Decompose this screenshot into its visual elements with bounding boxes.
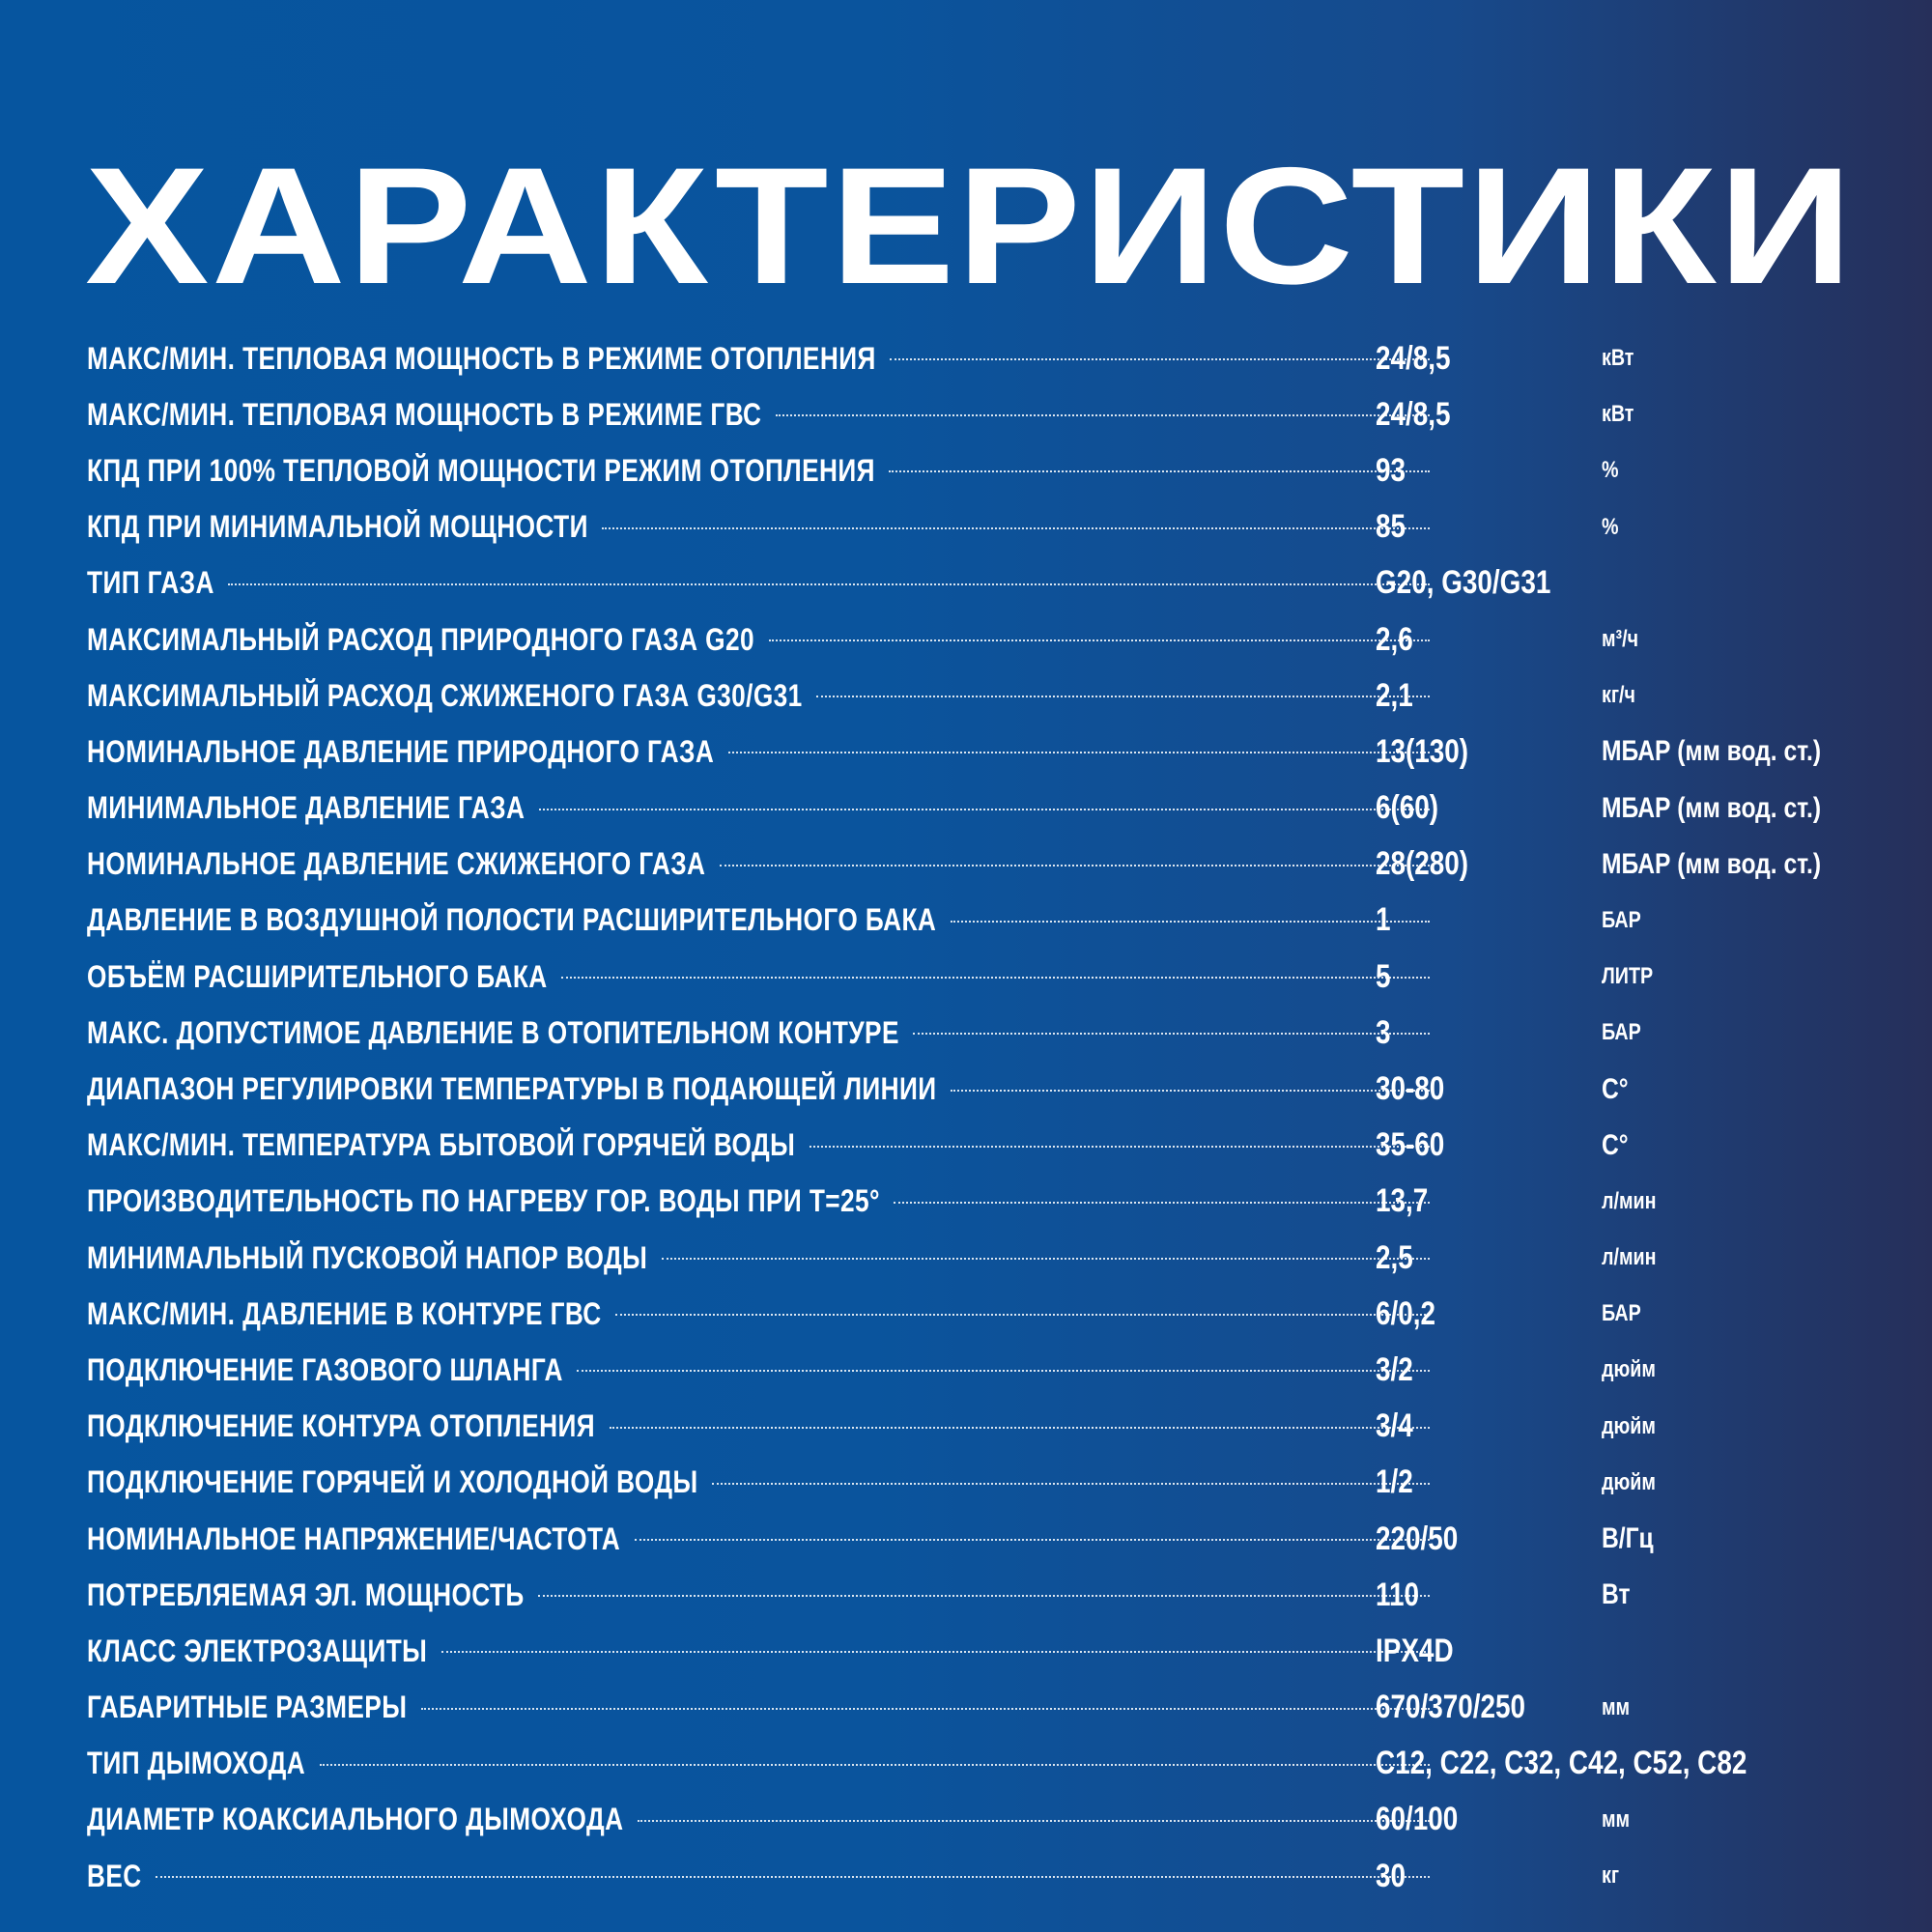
spec-label: КПД ПРИ 100% ТЕПЛОВОЙ МОЩНОСТИ РЕЖИМ ОТОПЛЕНИЯ	[87, 452, 875, 488]
spec-row	[87, 499, 1903, 555]
spec-row	[87, 1005, 1903, 1061]
spec-unit: ЛИТР	[1602, 963, 1654, 990]
spec-label: МИНИМАЛЬНЫЙ ПУСКОВОЙ НАПОР ВОДЫ	[87, 1239, 648, 1275]
spec-row	[87, 555, 1903, 611]
spec-row	[87, 386, 1903, 442]
spec-label: МАКС/МИН. ТЕМПЕРАТУРА БЫТОВОЙ ГОРЯЧЕЙ ВОДЫ	[87, 1127, 796, 1163]
dotted-leader	[712, 1483, 1430, 1485]
dotted-leader	[610, 1427, 1430, 1429]
dotted-leader	[615, 1314, 1430, 1316]
spec-unit: МБАР (мм вод. ст.)	[1602, 735, 1822, 768]
spec-row	[87, 1455, 1903, 1511]
spec-unit: БАР	[1602, 906, 1641, 933]
dotted-leader	[662, 1258, 1430, 1260]
spec-row	[87, 1848, 1903, 1904]
spec-label: МАКСИМАЛЬНЫЙ РАСХОД ПРИРОДНОГО ГАЗА G20	[87, 621, 754, 657]
spec-unit: БАР	[1602, 1300, 1641, 1327]
dotted-leader	[577, 1370, 1430, 1372]
spec-value: 28(280)	[1376, 845, 1469, 883]
spec-label: ВЕС	[87, 1858, 142, 1893]
spec-unit: м³/ч	[1602, 626, 1639, 653]
dotted-leader	[890, 358, 1430, 360]
spec-unit: Вт	[1602, 1578, 1631, 1611]
spec-value: G20, G30/G31	[1376, 564, 1551, 602]
dotted-leader	[539, 809, 1430, 810]
spec-row	[87, 1342, 1903, 1398]
spec-label: НОМИНАЛЬНОЕ ДАВЛЕНИЕ ПРИРОДНОГО ГАЗА	[87, 733, 715, 769]
spec-value: 85	[1376, 508, 1406, 546]
dotted-leader	[776, 414, 1430, 416]
dotted-leader	[156, 1876, 1430, 1878]
dotted-leader	[816, 696, 1430, 697]
page-title: ХАРАКТЕРИСТИКИ	[85, 133, 1855, 319]
spec-label: ДИАМЕТР КОАКСИАЛЬНОГО ДЫМОХОДА	[87, 1802, 624, 1837]
spec-value: C12, C22, C32, C42, C52, C82	[1376, 1745, 1747, 1782]
dotted-leader	[810, 1146, 1430, 1148]
spec-row	[87, 330, 1903, 386]
spec-unit: МБАР (мм вод. ст.)	[1602, 791, 1822, 824]
spec-unit: л/мин	[1602, 1187, 1657, 1214]
spec-unit: %	[1602, 513, 1619, 540]
spec-unit: л/мин	[1602, 1244, 1657, 1271]
dotted-leader	[320, 1764, 1430, 1766]
spec-unit: дюйм	[1602, 1356, 1656, 1383]
dotted-leader	[720, 865, 1430, 867]
dotted-leader	[538, 1595, 1430, 1597]
spec-value: 110	[1376, 1576, 1419, 1613]
spec-label: ПОДКЛЮЧЕНИЕ КОНТУРА ОТОПЛЕНИЯ	[87, 1408, 595, 1444]
spec-unit: дюйм	[1602, 1468, 1656, 1495]
spec-label: ТИП ГАЗА	[87, 565, 214, 601]
dotted-leader	[638, 1820, 1430, 1822]
spec-value: 30	[1376, 1857, 1406, 1894]
spec-row	[87, 668, 1903, 724]
spec-row	[87, 442, 1903, 498]
spec-unit: дюйм	[1602, 1412, 1656, 1439]
spec-label: ПРОИЗВОДИТЕЛЬНОСТЬ ПО НАГРЕВУ ГОР. ВОДЫ ПРИ Т=25°	[87, 1183, 880, 1219]
dotted-leader	[894, 1202, 1430, 1204]
spec-value: 220/50	[1376, 1520, 1459, 1557]
dotted-leader	[913, 1033, 1430, 1035]
spec-unit: кг	[1602, 1862, 1620, 1889]
spec-value: 35-60	[1376, 1126, 1445, 1164]
dotted-leader	[951, 1090, 1430, 1092]
spec-unit: %	[1602, 457, 1619, 484]
spec-value: 3	[1376, 1013, 1391, 1051]
spec-row	[87, 1736, 1903, 1792]
spec-value: 13,7	[1376, 1182, 1429, 1220]
spec-label: КЛАСС ЭЛЕКТРОЗАЩИТЫ	[87, 1633, 428, 1668]
spec-unit: МБАР (мм вод. ст.)	[1602, 847, 1822, 880]
spec-unit: БАР	[1602, 1019, 1641, 1046]
spec-row	[87, 949, 1903, 1005]
spec-value: 3/4	[1376, 1407, 1413, 1445]
spec-row	[87, 611, 1903, 668]
spec-row	[87, 1567, 1903, 1623]
spec-label: МАКС/МИН. ТЕПЛОВАЯ МОЩНОСТЬ В РЕЖИМЕ ГВС	[87, 396, 762, 432]
spec-value: 5	[1376, 957, 1391, 995]
dotted-leader	[889, 470, 1430, 472]
spec-row	[87, 1174, 1903, 1230]
spec-row	[87, 893, 1903, 949]
spec-unit: С°	[1602, 1128, 1629, 1161]
spec-label: ГАБАРИТНЫЕ РАЗМЕРЫ	[87, 1690, 408, 1725]
spec-row	[87, 1118, 1903, 1174]
spec-label: МАКС/МИН. ТЕПЛОВАЯ МОЩНОСТЬ В РЕЖИМЕ ОТОПЛЕНИЯ	[87, 340, 876, 376]
spec-unit: кг/ч	[1602, 682, 1635, 709]
spec-value: 24/8,5	[1376, 395, 1451, 433]
spec-row	[87, 1623, 1903, 1679]
spec-label: ПОДКЛЮЧЕНИЕ ГОРЯЧЕЙ И ХОЛОДНОЙ ВОДЫ	[87, 1464, 698, 1500]
spec-unit: мм	[1602, 1693, 1631, 1720]
dotted-leader	[602, 527, 1430, 529]
spec-row	[87, 1792, 1903, 1848]
spec-value: 60/100	[1376, 1801, 1459, 1838]
spec-label: ДИАПАЗОН РЕГУЛИРОВКИ ТЕМПЕРАТУРЫ В ПОДАЮЩЕЙ ЛИНИИ	[87, 1071, 937, 1107]
spec-label: ТИП ДЫМОХОДА	[87, 1746, 306, 1781]
spec-row	[87, 1511, 1903, 1567]
spec-label: МАКСИМАЛЬНЫЙ РАСХОД СЖИЖЕНОГО ГАЗА G30/G31	[87, 677, 803, 713]
spec-value: 13(130)	[1376, 732, 1469, 770]
spec-value: 2,1	[1376, 676, 1413, 714]
spec-label: НОМИНАЛЬНОЕ НАПРЯЖЕНИЕ/ЧАСТОТА	[87, 1520, 621, 1556]
spec-label: ДАВЛЕНИЕ В ВОЗДУШНОЙ ПОЛОСТИ РАСШИРИТЕЛЬНОГО БАКА	[87, 902, 937, 938]
spec-value: 1/2	[1376, 1463, 1413, 1501]
spec-row	[87, 837, 1903, 893]
spec-label: МИНИМАЛЬНОЕ ДАВЛЕНИЕ ГАЗА	[87, 790, 526, 826]
spec-label: МАКС. ДОПУСТИМОЕ ДАВЛЕНИЕ В ОТОПИТЕЛЬНОМ КОНТУРЕ	[87, 1014, 899, 1050]
spec-value: 24/8,5	[1376, 339, 1451, 377]
spec-unit: мм	[1602, 1805, 1631, 1833]
dotted-leader	[441, 1651, 1430, 1653]
spec-value: 2,5	[1376, 1238, 1413, 1276]
spec-label: КПД ПРИ МИНИМАЛЬНОЙ МОЩНОСТИ	[87, 509, 588, 545]
spec-label: ОБЪЁМ РАСШИРИТЕЛЬНОГО БАКА	[87, 958, 548, 994]
spec-value: 93	[1376, 451, 1406, 489]
spec-value: 6/0,2	[1376, 1294, 1436, 1332]
spec-unit: кВт	[1602, 401, 1634, 428]
dotted-leader	[561, 977, 1430, 979]
spec-value: 3/2	[1376, 1350, 1413, 1388]
spec-row	[87, 1230, 1903, 1286]
dotted-leader	[728, 752, 1430, 753]
spec-unit: кВт	[1602, 345, 1634, 372]
spec-row	[87, 1286, 1903, 1342]
dotted-leader	[635, 1539, 1430, 1541]
spec-row	[87, 1399, 1903, 1455]
spec-value: 30-80	[1376, 1070, 1445, 1108]
dotted-leader	[769, 639, 1431, 641]
spec-value: 2,6	[1376, 620, 1413, 658]
spec-value: IPX4D	[1376, 1632, 1454, 1669]
dotted-leader	[228, 583, 1430, 585]
spec-row	[87, 781, 1903, 837]
spec-value: 1	[1376, 901, 1391, 939]
spec-label: МАКС/МИН. ДАВЛЕНИЕ В КОНТУРЕ ГВС	[87, 1295, 602, 1331]
spec-row	[87, 724, 1903, 780]
dotted-leader	[951, 921, 1430, 923]
spec-row	[87, 1680, 1903, 1736]
spec-label: ПОТРЕБЛЯЕМАЯ ЭЛ. МОЩНОСТЬ	[87, 1577, 525, 1612]
dotted-leader	[421, 1708, 1430, 1710]
spec-label: ПОДКЛЮЧЕНИЕ ГАЗОВОГО ШЛАНГА	[87, 1351, 563, 1387]
spec-row	[87, 1061, 1903, 1117]
spec-label: НОМИНАЛЬНОЕ ДАВЛЕНИЕ СЖИЖЕНОГО ГАЗА	[87, 846, 706, 882]
spec-value: 670/370/250	[1376, 1689, 1526, 1726]
spec-unit: С°	[1602, 1072, 1629, 1105]
specs-table	[87, 330, 1903, 1904]
spec-value: 6(60)	[1376, 789, 1439, 827]
spec-unit: В/Гц	[1602, 1522, 1654, 1555]
